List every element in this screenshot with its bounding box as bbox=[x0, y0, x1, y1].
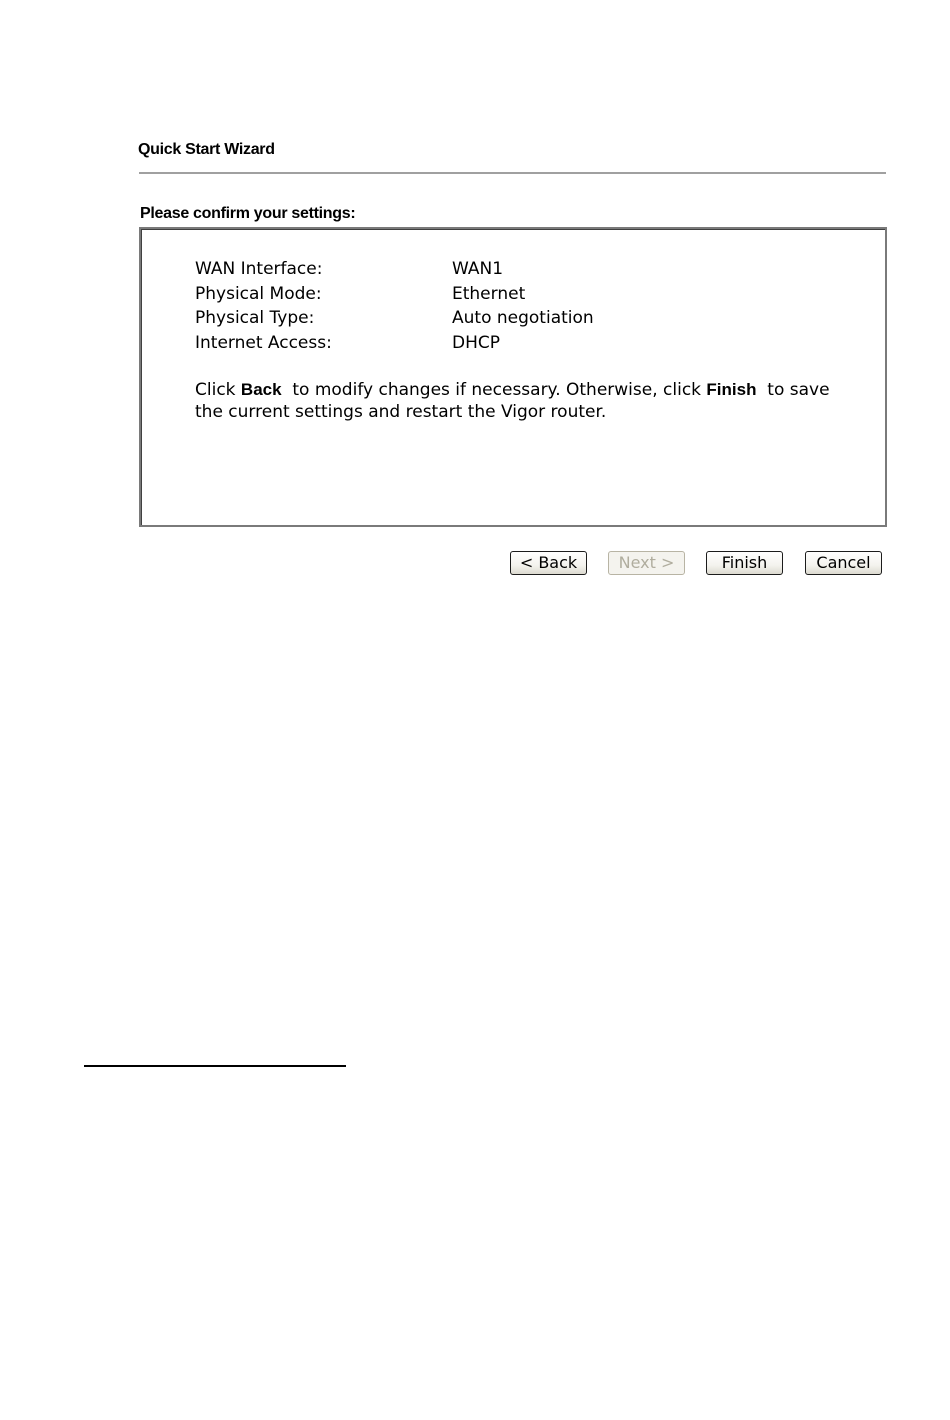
instruction-text bbox=[195, 379, 835, 423]
instruction-part: Click bbox=[195, 380, 241, 400]
instruction-back-word: Back bbox=[240, 380, 282, 399]
finish-button[interactable]: Finish bbox=[706, 551, 783, 575]
setting-label: Physical Type: bbox=[195, 308, 315, 328]
next-button[interactable]: Next > bbox=[608, 551, 685, 575]
footnote-divider bbox=[84, 1065, 346, 1067]
instruction-finish-word: Finish bbox=[706, 380, 757, 399]
wizard-title: Quick Start Wizard bbox=[138, 141, 275, 158]
setting-row-wan-interface bbox=[195, 257, 594, 282]
setting-row-internet-access bbox=[195, 331, 594, 356]
cancel-button[interactable]: Cancel bbox=[805, 551, 882, 575]
instruction-part: to modify changes if necessary. Otherwise, click bbox=[281, 380, 707, 400]
setting-label: WAN Interface: bbox=[195, 259, 323, 279]
setting-value: DHCP bbox=[452, 332, 500, 353]
back-button[interactable]: < Back bbox=[510, 551, 587, 575]
setting-value: Auto negotiation bbox=[452, 308, 594, 328]
setting-label: Physical Mode: bbox=[195, 283, 322, 304]
confirm-heading: Please confirm your settings: bbox=[140, 205, 356, 222]
setting-value: WAN1 bbox=[452, 259, 504, 279]
setting-row-physical-type bbox=[195, 306, 594, 331]
settings-list bbox=[195, 257, 594, 355]
instruction-part: to save the current settings and restart the Vigor router. bbox=[195, 380, 835, 422]
title-divider bbox=[139, 172, 886, 174]
setting-row-physical-mode bbox=[195, 282, 594, 307]
setting-value: Ethernet bbox=[452, 283, 526, 304]
setting-label: Internet Access: bbox=[195, 332, 332, 353]
